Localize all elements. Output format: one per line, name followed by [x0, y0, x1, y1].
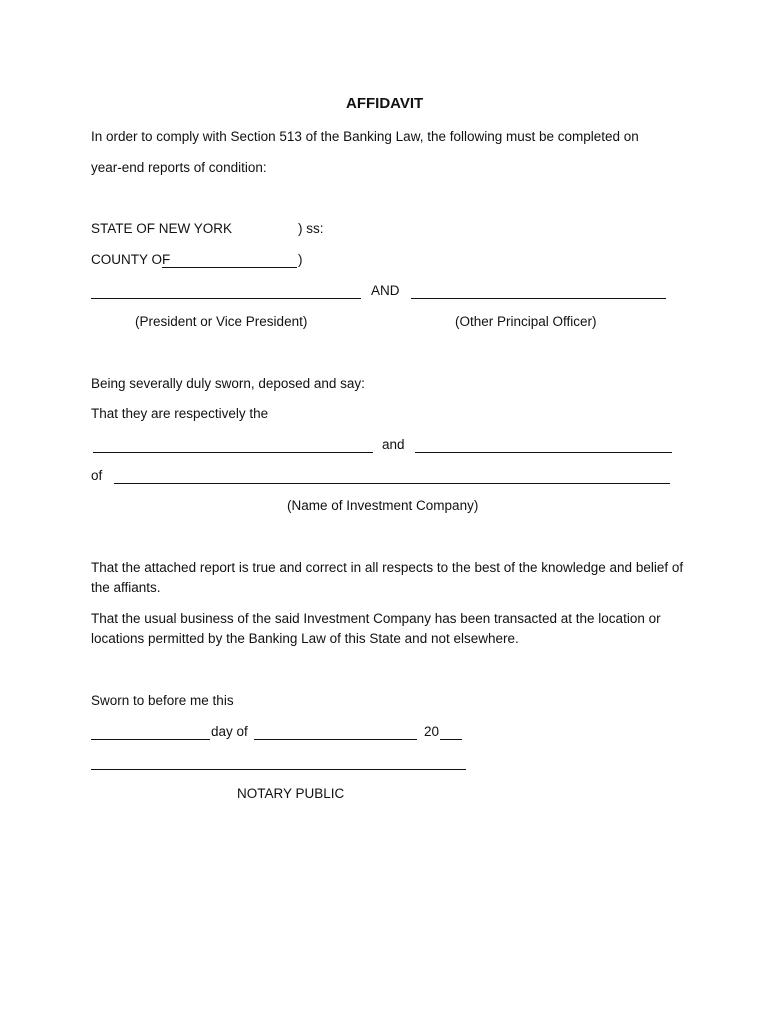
president-caption: (President or Vice President): [135, 314, 308, 329]
day-blank[interactable]: [91, 739, 210, 740]
company-caption: (Name of Investment Company): [287, 498, 479, 513]
sworn-statement: Being severally duly sworn, deposed and say:: [91, 376, 365, 391]
notary-signature-blank[interactable]: [91, 769, 466, 770]
year-blank[interactable]: [440, 739, 462, 740]
county-close-paren: ): [298, 252, 303, 267]
sworn-before-label: Sworn to before me this: [91, 693, 234, 708]
paragraph-business-location: That the usual business of the said Investment Company has been transacted at the location or locations permitted by the Banking Law of this State and not elsewhere.: [91, 611, 661, 646]
county-label: COUNTY OF: [91, 252, 171, 267]
document-title: AFFIDAVIT: [346, 95, 424, 112]
paragraph-report-true: That the attached report is true and correct in all respects to the best of the knowledge and belief of the affiants.: [91, 560, 684, 595]
title-1-blank[interactable]: [93, 452, 373, 453]
notary-public-label: NOTARY PUBLIC: [237, 786, 345, 801]
state-label: STATE OF NEW YORK: [91, 221, 233, 236]
day-of-label: day of: [211, 724, 248, 739]
respectively-line: That they are respectively the: [91, 406, 269, 421]
county-blank[interactable]: [162, 267, 297, 268]
company-name-blank[interactable]: [114, 483, 670, 484]
month-blank[interactable]: [254, 739, 417, 740]
other-officer-caption: (Other Principal Officer): [455, 314, 597, 329]
ss-label: ) ss:: [298, 221, 324, 236]
other-officer-name-blank[interactable]: [411, 298, 666, 299]
intro-line-2: year-end reports of condition:: [91, 160, 267, 175]
and-label: AND: [371, 283, 400, 298]
year-prefix: 20: [424, 724, 440, 739]
titles-and-label: and: [382, 437, 405, 452]
intro-line-1: In order to comply with Section 513 of the Banking Law, the following must be completed on: [91, 129, 639, 144]
title-2-blank[interactable]: [415, 452, 672, 453]
of-label: of: [91, 468, 103, 483]
president-name-blank[interactable]: [91, 298, 361, 299]
